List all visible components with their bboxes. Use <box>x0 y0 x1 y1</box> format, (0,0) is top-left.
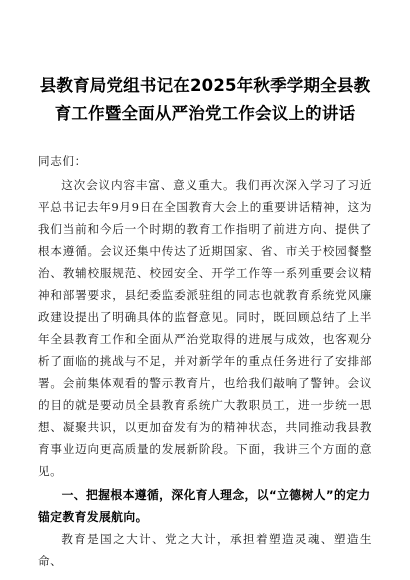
title-line-2: 育工作暨全面从严治党工作会议上的讲话 <box>54 104 356 123</box>
body-paragraph-1: 这次会议内容丰富、意义重大。我们再次深入学习了习近平总书记去年9月9日在全国教育大会上的重要讲话精神，这为我们当前和今后一个时期的教育工作指明了前进方向、提供了根本遵循。会议还集中传达了近期国家、省、市关于校园餐整治、教辅校服规范、校园安全、开学工作等一系列重要会议精神和部署要求，县纪委监委派驻组的同志也就教育系统党风廉政建设提出了明确具体的监督意见。同时，既回顾总结了上半年全县教育工作和全面从严治党取得的进展与成效，也客观分析了面临的挑战与不足，并对新学年的重点任务进行了安排部署。会前集体观看的警示教育片，也给我们敲响了警钟。会议的目的就是要动员全县教育系统广大教职员工，进一步统一思想、凝聚共识，以更加奋发有为的精神状态，共同推动我县教育事业迈向更高质量的发展新阶段。下面，我讲三个方面的意见。 <box>38 178 372 478</box>
salutation: 同志们： <box>38 154 87 168</box>
section-heading-1: 一、把握根本遵循，深化育人理念，以“立德树人”的定力锚定教育发展航向。 <box>38 488 371 524</box>
document-title <box>38 72 372 128</box>
body-paragraph-2: 教育是国之大计、党之大计，承担着塑造灵魂、塑造生命、 <box>38 532 372 568</box>
title-line-1: 县教育局党组书记在2025年秋季学期全县教 <box>39 76 371 95</box>
